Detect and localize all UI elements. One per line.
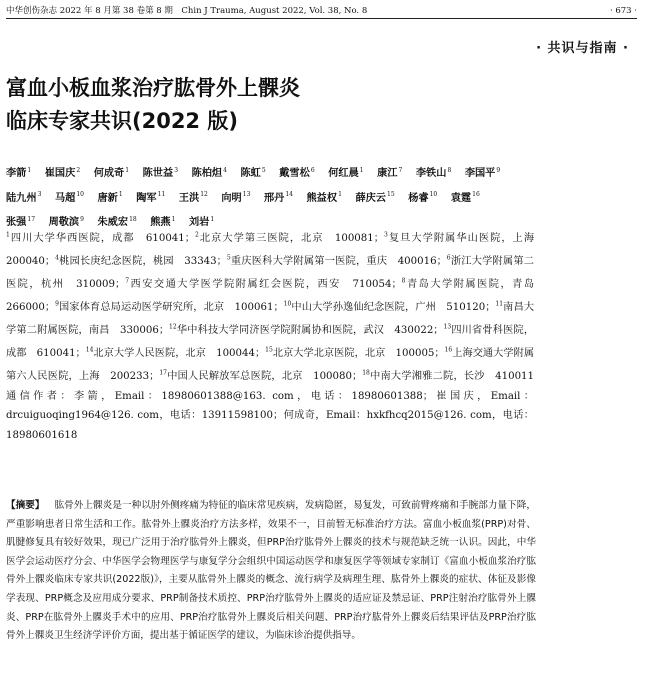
affiliation-mark: 11 bbox=[495, 300, 504, 308]
affiliation-text: 中南大学湘雅二院，长沙 410011 bbox=[369, 371, 535, 383]
author-affiliation-mark: 1 bbox=[27, 167, 32, 174]
affiliation-text: 浙江大学附属第二医院，杭州 310009； bbox=[6, 256, 535, 291]
affiliation-text: 四川省骨科医院，成都 610041； bbox=[6, 325, 535, 360]
author-affiliation-mark: 17 bbox=[27, 215, 36, 223]
affiliation bbox=[362, 371, 534, 382]
author-affiliation-mark: 3 bbox=[37, 191, 42, 199]
affiliation bbox=[55, 256, 227, 267]
author-affiliation-mark: 13 bbox=[242, 191, 251, 199]
author-name: 何成奇 bbox=[93, 167, 125, 180]
author bbox=[6, 167, 31, 179]
page-number: · 673 · bbox=[609, 6, 637, 16]
affiliation bbox=[159, 371, 362, 382]
author-name: 薛庆云 bbox=[355, 191, 386, 204]
article-title bbox=[6, 72, 566, 138]
author-affiliation-mark: 11 bbox=[157, 191, 166, 199]
author-affiliation-mark: 1 bbox=[338, 191, 342, 199]
author bbox=[408, 192, 437, 204]
affiliation-text: 重庆医科大学附属第一医院，重庆 400016； bbox=[230, 256, 447, 268]
affiliation-text: 上海交通大学附属第六人民医院，上海 200233； bbox=[6, 348, 535, 383]
affiliation bbox=[284, 302, 496, 313]
author-affiliation-mark: 5 bbox=[261, 167, 266, 174]
author-affiliation-mark: 10 bbox=[429, 191, 438, 199]
affiliation-mark: 15 bbox=[265, 346, 273, 354]
author-affiliation-mark: 14 bbox=[285, 191, 293, 199]
author-affiliation-mark: 1 bbox=[171, 215, 176, 223]
affiliation-mark: 17 bbox=[159, 369, 167, 377]
abstract bbox=[6, 497, 536, 646]
affiliation bbox=[86, 348, 265, 359]
affiliation-mark: 1 bbox=[6, 232, 10, 239]
author-name: 陶军 bbox=[136, 191, 157, 204]
author-name: 周敬滨 bbox=[48, 216, 80, 229]
affiliation-text: 复旦大学附属华山医院，上海 200040； bbox=[6, 233, 545, 268]
affiliation-text: 北京大学北京医院，北京 100005； bbox=[272, 348, 445, 360]
author-name: 邢丹 bbox=[263, 191, 285, 204]
author bbox=[98, 192, 123, 204]
affiliation-text: 北京大学人民医院，北京 100044； bbox=[93, 348, 266, 360]
author-name: 何红晨 bbox=[328, 167, 359, 180]
affiliation bbox=[265, 348, 444, 359]
author-name: 戴雪松 bbox=[279, 167, 310, 180]
affiliation-text: 青岛大学附属医院，青岛 266000； bbox=[6, 279, 545, 314]
author-affiliation-mark: 8 bbox=[447, 167, 452, 174]
author-name: 李国平 bbox=[464, 167, 496, 180]
author bbox=[55, 192, 84, 204]
author-affiliation-mark: 3 bbox=[174, 167, 179, 174]
author-name: 袁霆 bbox=[450, 191, 472, 204]
author-name: 刘岩 bbox=[189, 216, 210, 229]
affiliation-text: 华中科技大学同济医学院附属协和医院，武汉 430022； bbox=[176, 325, 444, 337]
running-header bbox=[6, 4, 637, 19]
affiliation-text: 西安交通大学医学院附属红会医院，西安 710054； bbox=[129, 279, 402, 291]
title-line-2: 临床专家共识(2022 版) bbox=[6, 109, 238, 133]
author-list bbox=[6, 160, 516, 233]
affiliation-text: 中山大学孙逸仙纪念医院，广州 510120； bbox=[291, 302, 496, 314]
author-name: 唐新 bbox=[97, 191, 118, 204]
author-name: 康江 bbox=[377, 167, 398, 180]
author-name: 杨睿 bbox=[408, 191, 429, 204]
author bbox=[377, 167, 402, 179]
title-line-1: 富血小板血浆治疗肱骨外上髁炎 bbox=[6, 76, 300, 100]
author-name: 王洪 bbox=[178, 191, 200, 204]
author-affiliation-mark: 18 bbox=[129, 215, 137, 223]
author-affiliation-mark: 6 bbox=[310, 167, 315, 174]
author-affiliation-mark: 12 bbox=[200, 191, 208, 199]
affiliation-mark: 9 bbox=[55, 300, 59, 308]
author-name: 陈世益 bbox=[142, 167, 174, 180]
author-name: 李铁山 bbox=[415, 167, 447, 180]
abstract-label: 【摘要】 bbox=[6, 500, 45, 511]
author-affiliation-mark: 16 bbox=[472, 191, 480, 199]
author-affiliation-mark: 2 bbox=[76, 167, 81, 174]
affiliation bbox=[169, 325, 443, 336]
author bbox=[416, 167, 451, 179]
author-name: 熊燕 bbox=[150, 216, 171, 229]
author-name: 熊益权 bbox=[306, 191, 338, 204]
journal-citation: 中华创伤杂志 2022 年 8 月第 38 卷第 8 期 Chin J Trauma, August 2022, Vol. 38, No. 8 bbox=[6, 6, 368, 16]
affiliation-mark: 12 bbox=[169, 323, 177, 331]
author-name: 马超 bbox=[54, 191, 76, 204]
affiliation-text: 南昌大学第二附属医院，南昌 330006； bbox=[6, 302, 535, 337]
author bbox=[307, 192, 342, 204]
affiliation-mark: 18 bbox=[362, 369, 370, 377]
author-affiliation-mark: 9 bbox=[496, 167, 501, 174]
affiliation-text: 桃园长庚纪念医院，桃园 33343； bbox=[58, 256, 227, 268]
author bbox=[179, 192, 208, 204]
author-name: 陈虹 bbox=[240, 167, 261, 180]
author bbox=[221, 192, 250, 204]
affiliation-mark: 4 bbox=[55, 254, 59, 262]
affiliation-text: 四川大学华西医院，成都 610041； bbox=[9, 233, 195, 245]
author-name: 朱威宏 bbox=[97, 216, 129, 229]
author-affiliation-mark: 9 bbox=[80, 215, 84, 223]
author-name: 张强 bbox=[6, 216, 27, 229]
author bbox=[136, 192, 165, 204]
affiliations-block bbox=[6, 226, 545, 446]
affiliation-mark: 14 bbox=[85, 346, 94, 354]
affiliation-mark: 8 bbox=[401, 277, 406, 285]
author bbox=[355, 192, 394, 204]
author bbox=[241, 167, 266, 179]
author-affiliation-mark: 1 bbox=[210, 215, 215, 223]
author bbox=[264, 192, 293, 204]
author-affiliation-mark: 1 bbox=[118, 191, 123, 199]
author-name: 李箭 bbox=[6, 167, 27, 180]
affiliation-mark: 13 bbox=[443, 323, 452, 331]
affiliation bbox=[227, 256, 447, 267]
author bbox=[94, 167, 129, 179]
author bbox=[192, 167, 227, 179]
affiliation-mark: 3 bbox=[383, 232, 388, 239]
affiliation-mark: 7 bbox=[125, 277, 130, 285]
author-affiliation-mark: 10 bbox=[76, 191, 84, 199]
affiliation-mark: 10 bbox=[283, 300, 292, 308]
affiliation-mark: 5 bbox=[226, 254, 231, 262]
affiliation-mark: 6 bbox=[446, 254, 451, 262]
author-affiliation-mark: 15 bbox=[387, 191, 395, 199]
author-name: 崔国庆 bbox=[44, 167, 76, 180]
author bbox=[279, 167, 314, 179]
affiliation-text: 北京大学第三医院，北京 100081； bbox=[198, 233, 384, 245]
author-affiliation-mark: 1 bbox=[125, 167, 130, 174]
author bbox=[6, 192, 41, 204]
author-affiliation-mark: 1 bbox=[359, 167, 364, 174]
affiliation bbox=[6, 233, 195, 244]
affiliation-text: 国家体育总局运动医学研究所，北京 100061； bbox=[58, 302, 284, 314]
author bbox=[45, 167, 80, 179]
affiliation-mark: 2 bbox=[194, 232, 199, 239]
affiliation bbox=[125, 279, 401, 290]
affiliation-text: 中国人民解放军总医院，北京 100080； bbox=[166, 371, 363, 383]
author bbox=[328, 167, 363, 179]
correspondence: 通信作者：李箭，Email：18980601388@163. com，电话：18980601388；崔国庆，Email：drcuiguoqing1964@126. com，电话：13911598100；何成奇，Email：hxkfhcq2015@126. com，电话：18980601618 bbox=[6, 390, 534, 442]
affiliation-mark: 16 bbox=[444, 346, 453, 354]
author bbox=[143, 167, 178, 179]
affiliation bbox=[55, 302, 284, 313]
author bbox=[451, 192, 480, 204]
author-name: 陈柏炟 bbox=[191, 167, 223, 180]
author-affiliation-mark: 4 bbox=[223, 167, 227, 174]
abstract-text: 肱骨外上髁炎是一种以肘外侧疼痛为特征的临床常见疾病，发病隐匿，易复发，可致前臂疼痛和手腕部力量下降，严重影响患者日常生活和工作。肱骨外上髁炎治疗方法多样，效果不一，目前暂无标准治疗方法。富血小板血浆(PRP)对骨、肌腱修复具有较好效果，现已广泛用于治疗肱骨外上髁炎，但PRP治疗肱骨外上髁炎的技术与规范缺乏统一认识。因此，中华医学会运动医疗分会、中华医学会物理医学与康复学分会组织中国运动医学和康复医学等领域专家制订《富血小板血浆治疗肱骨外上髁炎临床专家共识(2022版)》，主要从肱骨外上髁炎的概念、流行病学及病理生理、肱骨外上髁炎的症状、体征及影像学表现、PRP概念及应用成分要求、PRP制备技术质控、PRP治疗肱骨外上髁炎的适应证及禁忌证、PRP注射治疗肱骨外上髁炎、PRP在肱骨外上髁炎手术中的应用、PRP治疗肱骨外上髁炎后相关问题、PRP治疗肱骨外上髁炎后结果评估及PRP治疗肱骨外上髁炎卫生经济学评价方面，提出基于循证医学的建议，为临床诊治提供指导。 bbox=[6, 500, 537, 642]
section-tag: · 共识与指南 · bbox=[536, 41, 629, 56]
affiliation-list bbox=[6, 233, 544, 382]
author-name: 陆九州 bbox=[6, 191, 37, 204]
author-affiliation-mark: 7 bbox=[398, 167, 403, 174]
affiliation bbox=[195, 233, 384, 244]
author-name: 向明 bbox=[221, 191, 242, 204]
author bbox=[465, 167, 500, 179]
